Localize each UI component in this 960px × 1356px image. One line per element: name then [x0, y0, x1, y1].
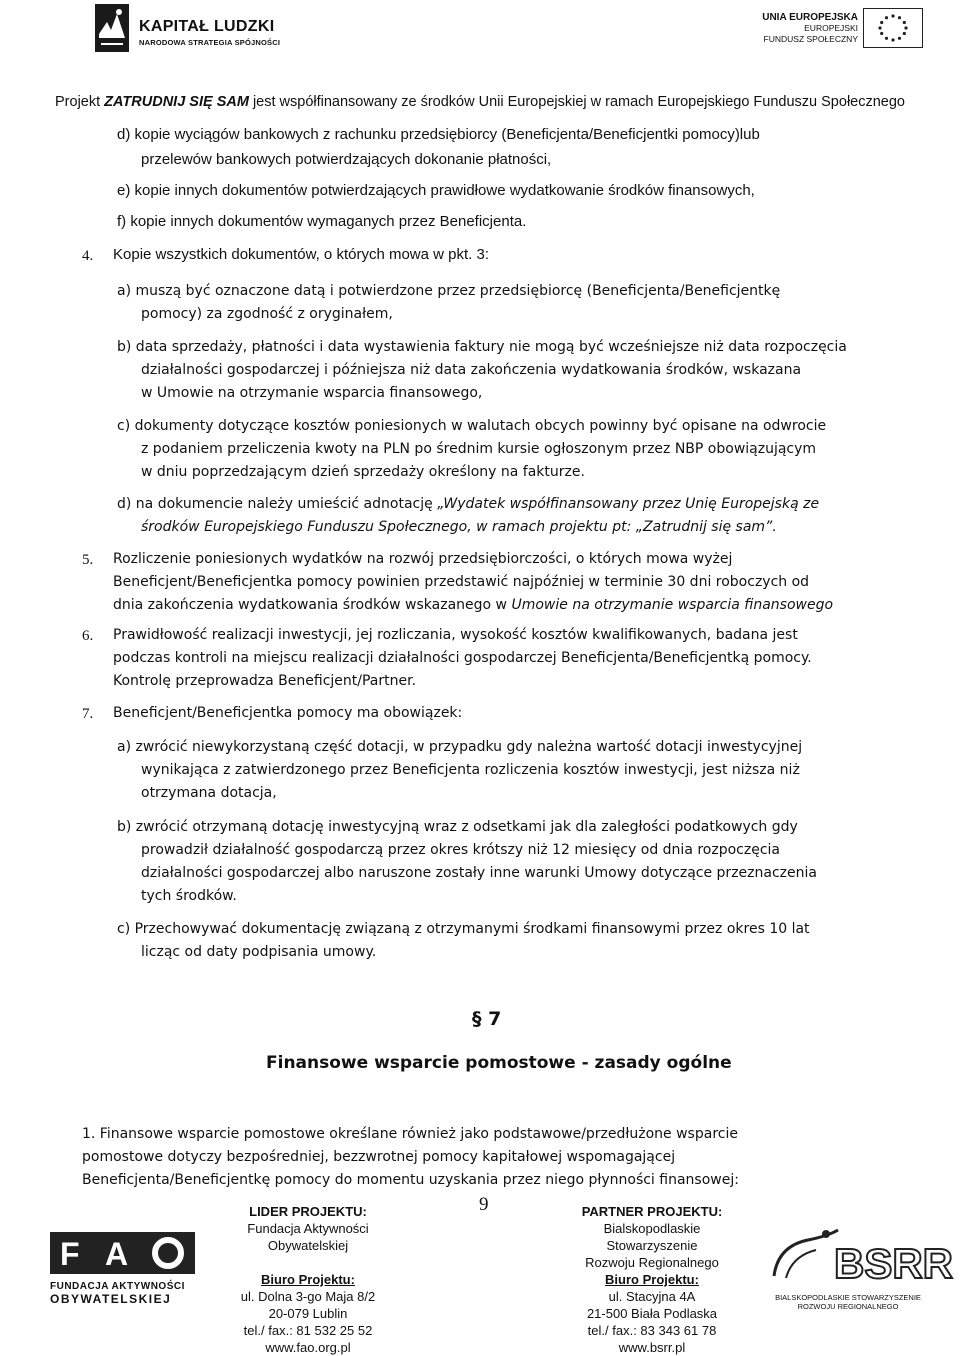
- para-5-umowa: Umowie na otrzymanie wsparcia finansowego: [511, 597, 834, 613]
- partner-block: [572, 1203, 732, 1356]
- bsrr-line1: BIALSKOPODLASKIE STOWARZYSZENIE: [775, 1293, 921, 1302]
- fao-logo: [50, 1232, 195, 1306]
- item-a4-line2: pomocy) za zgodność z oryginałem,: [141, 306, 393, 322]
- project-name: ZATRUDNIJ SIĘ SAM: [104, 94, 249, 110]
- item-b7-line4: tych środków.: [141, 888, 237, 904]
- item-d4-line2-quote: środków Europejskiego Funduszu Społecznego, w ramach projektu pt: „Zatrudnij się sam”.: [141, 519, 777, 535]
- section-1-line3: Beneficjenta/Beneficjentkę pomocy do momentu uzyskania przez niego płynności finansowej:: [82, 1172, 739, 1188]
- section-1-line1: 1. Finansowe wsparcie pomostowe określane również jako podstawowe/przedłużone wsparcie: [82, 1126, 738, 1142]
- para-6-line1: Prawidłowość realizacji inwestycji, jej rozliczania, wysokość kosztów kwalifikowanych, badana jest: [113, 627, 798, 643]
- partner-address: ul. Stacyjna 4A: [608, 1289, 696, 1304]
- item-a7-line1: a) zwrócić niewykorzystaną część dotacji, w przypadku gdy należna wartość dotacji inwestycyjnej: [117, 739, 803, 755]
- partner-name2: Stowarzyszenie: [606, 1238, 698, 1253]
- para-5-line1: Rozliczenie poniesionych wydatków na rozwój przedsiębiorczości, o których mowa wyżej: [113, 551, 733, 567]
- para-7-number: 7.: [82, 706, 94, 722]
- lider-name1: Fundacja Aktywności: [247, 1221, 369, 1236]
- partner-www: www.bsrr.pl: [618, 1340, 686, 1355]
- kapital-ludzki-title: KAPITAŁ LUDZKI: [139, 18, 275, 35]
- bsrr-logo-icon: [768, 1226, 954, 1287]
- item-d4-line1: [117, 494, 819, 515]
- eu-text-block: [762, 12, 858, 45]
- lider-office: Biuro Projektu:: [261, 1272, 355, 1287]
- item-c7-line2: licząc od daty podpisania umowy.: [141, 944, 377, 960]
- para-7-text: Beneficjent/Beneficjentka pomocy ma obowiązek:: [113, 705, 463, 721]
- eu-flag-icon: [863, 8, 923, 48]
- eu-line3: FUNDUSZ SPOŁECZNY: [763, 34, 858, 44]
- lider-address: ul. Dolna 3-go Maja 8/2: [240, 1289, 376, 1304]
- item-b7-line3: działalności gospodarczej albo naruszone zostały inne warunki Umowy dotyczące przeznaczenia: [141, 865, 817, 881]
- lider-name2: Obywatelskiej: [267, 1238, 349, 1253]
- project-suffix: jest współfinansowany ze środków Unii Europejskiej w ramach Europejskiego Funduszu Społecznego: [248, 94, 905, 110]
- item-d4-quote: „Wydatek współfinansowany przez Unię Europejską ze: [437, 496, 820, 512]
- lider-city: 20-079 Lublin: [268, 1306, 348, 1321]
- para-4-number: 4.: [82, 248, 94, 264]
- item-e1: e) kopie innych dokumentów potwierdzających prawidłowe wydatkowanie środków finansowych,: [117, 182, 755, 199]
- bsrr-line2: ROZWOJU REGIONALNEGO: [797, 1302, 899, 1311]
- para-5-number: 5.: [82, 552, 94, 568]
- kapital-ludzki-emblem-icon: [95, 4, 129, 52]
- fao-logo-icon: [50, 1232, 195, 1274]
- lider-block: [228, 1203, 388, 1356]
- eu-line1: UNIA EUROPEJSKA: [762, 12, 858, 23]
- bsrr-logo: [768, 1226, 954, 1316]
- lider-www: www.fao.org.pl: [265, 1340, 351, 1355]
- item-d1-line2: przelewów bankowych potwierdzających dokonanie płatności,: [141, 151, 552, 168]
- page-number: 9: [479, 1194, 489, 1215]
- partner-office: Biuro Projektu:: [605, 1272, 699, 1287]
- para-4-text: Kopie wszystkich dokumentów, o których mowa w pkt. 3:: [113, 246, 489, 263]
- item-d1-line1: d) kopie wyciągów bankowych z rachunku przedsiębiorcy (Beneficjenta/Beneficjentki pomocy)lub: [117, 126, 760, 143]
- partner-label: PARTNER PROJEKTU:: [581, 1204, 723, 1219]
- partner-city: 21-500 Biała Podlaska: [586, 1306, 718, 1321]
- partner-name3: Rozwoju Regionalnego: [585, 1255, 719, 1270]
- item-a7-line3: otrzymana dotacja,: [141, 785, 277, 801]
- para-5-line3: [113, 595, 833, 616]
- kapital-ludzki-logo: [95, 4, 285, 56]
- para-6-line2: podczas kontroli na miejscu realizacji działalności gospodarczej Beneficjenta/Beneficjentką pomocy.: [113, 650, 812, 666]
- item-a4-line1: a) muszą być oznaczone datą i potwierdzone przez przedsiębiorcę (Beneficjenta/Beneficjentkę: [117, 283, 781, 299]
- para-5-line3-text: dnia zakończenia wydatkowania środków wskazanego w: [113, 597, 512, 613]
- item-b4-line3: w Umowie na otrzymanie wsparcia finansowego,: [141, 385, 483, 401]
- svg-text:BSRR: BSRR: [834, 1240, 954, 1287]
- item-b7-line2: prowadził działalność gospodarczą przez okres krótszy niż 12 miesięcy od dnia rozpoczęcia: [141, 842, 780, 858]
- project-prefix: Projekt: [55, 94, 105, 110]
- section-1-line2: pomostowe dotyczy bezpośredniej, bezzwrotnej pomocy kapitałowej wspomagającej: [82, 1149, 676, 1165]
- fao-line2: OBYWATELSKIEJ: [50, 1292, 172, 1306]
- item-d4-line1-text: d) na dokumencie należy umieścić adnotację: [117, 496, 438, 512]
- svg-text:F: F: [60, 1236, 80, 1272]
- fao-line1: FUNDACJA AKTYWNOŚCI: [50, 1281, 185, 1292]
- item-c4-line2: z podaniem przeliczenia kwoty na PLN po średnim kursie ogłoszonym przez NBP obowiązującym: [141, 441, 817, 457]
- kapital-ludzki-subtitle: NARODOWA STRATEGIA SPÓJNOŚCI: [139, 38, 281, 47]
- item-b7-line1: b) zwrócić otrzymaną dotację inwestycyjną wraz z odsetkami jak dla zaległości podatkowych gdy: [117, 819, 798, 835]
- item-d4-line2: [141, 517, 777, 538]
- item-c4-line3: w dniu poprzedzającym dzień sprzedaży określony na fakturze.: [141, 464, 585, 480]
- para-5-line2: Beneficjent/Beneficjentka pomocy powinien przedstawić najpóźniej w terminie 30 dni roboczych od: [113, 574, 810, 590]
- lider-label: LIDER PROJEKTU:: [249, 1204, 367, 1219]
- lider-tel: tel./ fax.: 81 532 25 52: [243, 1323, 373, 1338]
- item-c4-line1: c) dokumenty dotyczące kosztów poniesionych w walutach obcych powinny być opisane na odwrocie: [117, 418, 827, 434]
- partner-name1: Bialskopodlaskie: [603, 1221, 701, 1236]
- svg-text:A: A: [105, 1236, 129, 1272]
- item-a7-line2: wynikająca z zatwierdzonego przez Beneficjenta rozliczenia kosztów inwestycji, jest niższa niż: [141, 762, 800, 778]
- project-banner: [0, 94, 960, 110]
- item-b4-line1: b) data sprzedaży, płatności i data wystawienia faktury nie mogą być wcześniejsze niż data rozpoczęcia: [117, 339, 847, 355]
- para-6-number: 6.: [82, 628, 94, 644]
- item-c7-line1: c) Przechowywać dokumentację związaną z otrzymanymi środkami finansowymi przez okres 10 lat: [117, 921, 810, 937]
- item-b4-line2: działalności gospodarczej i późniejsza niż data zakończenia wydatkowania środków, wskazana: [141, 362, 802, 378]
- partner-tel: tel./ fax.: 83 343 61 78: [587, 1323, 717, 1338]
- item-f1: f) kopie innych dokumentów wymaganych przez Beneficjenta.: [117, 213, 527, 230]
- section-title: Finansowe wsparcie pomostowe - zasady ogólne: [266, 1053, 732, 1073]
- para-6-line3: Kontrolę przeprowadza Beneficjent/Partner.: [113, 673, 417, 689]
- eu-line2: EUROPEJSKI: [804, 23, 858, 33]
- section-mark: § 7: [472, 1008, 502, 1030]
